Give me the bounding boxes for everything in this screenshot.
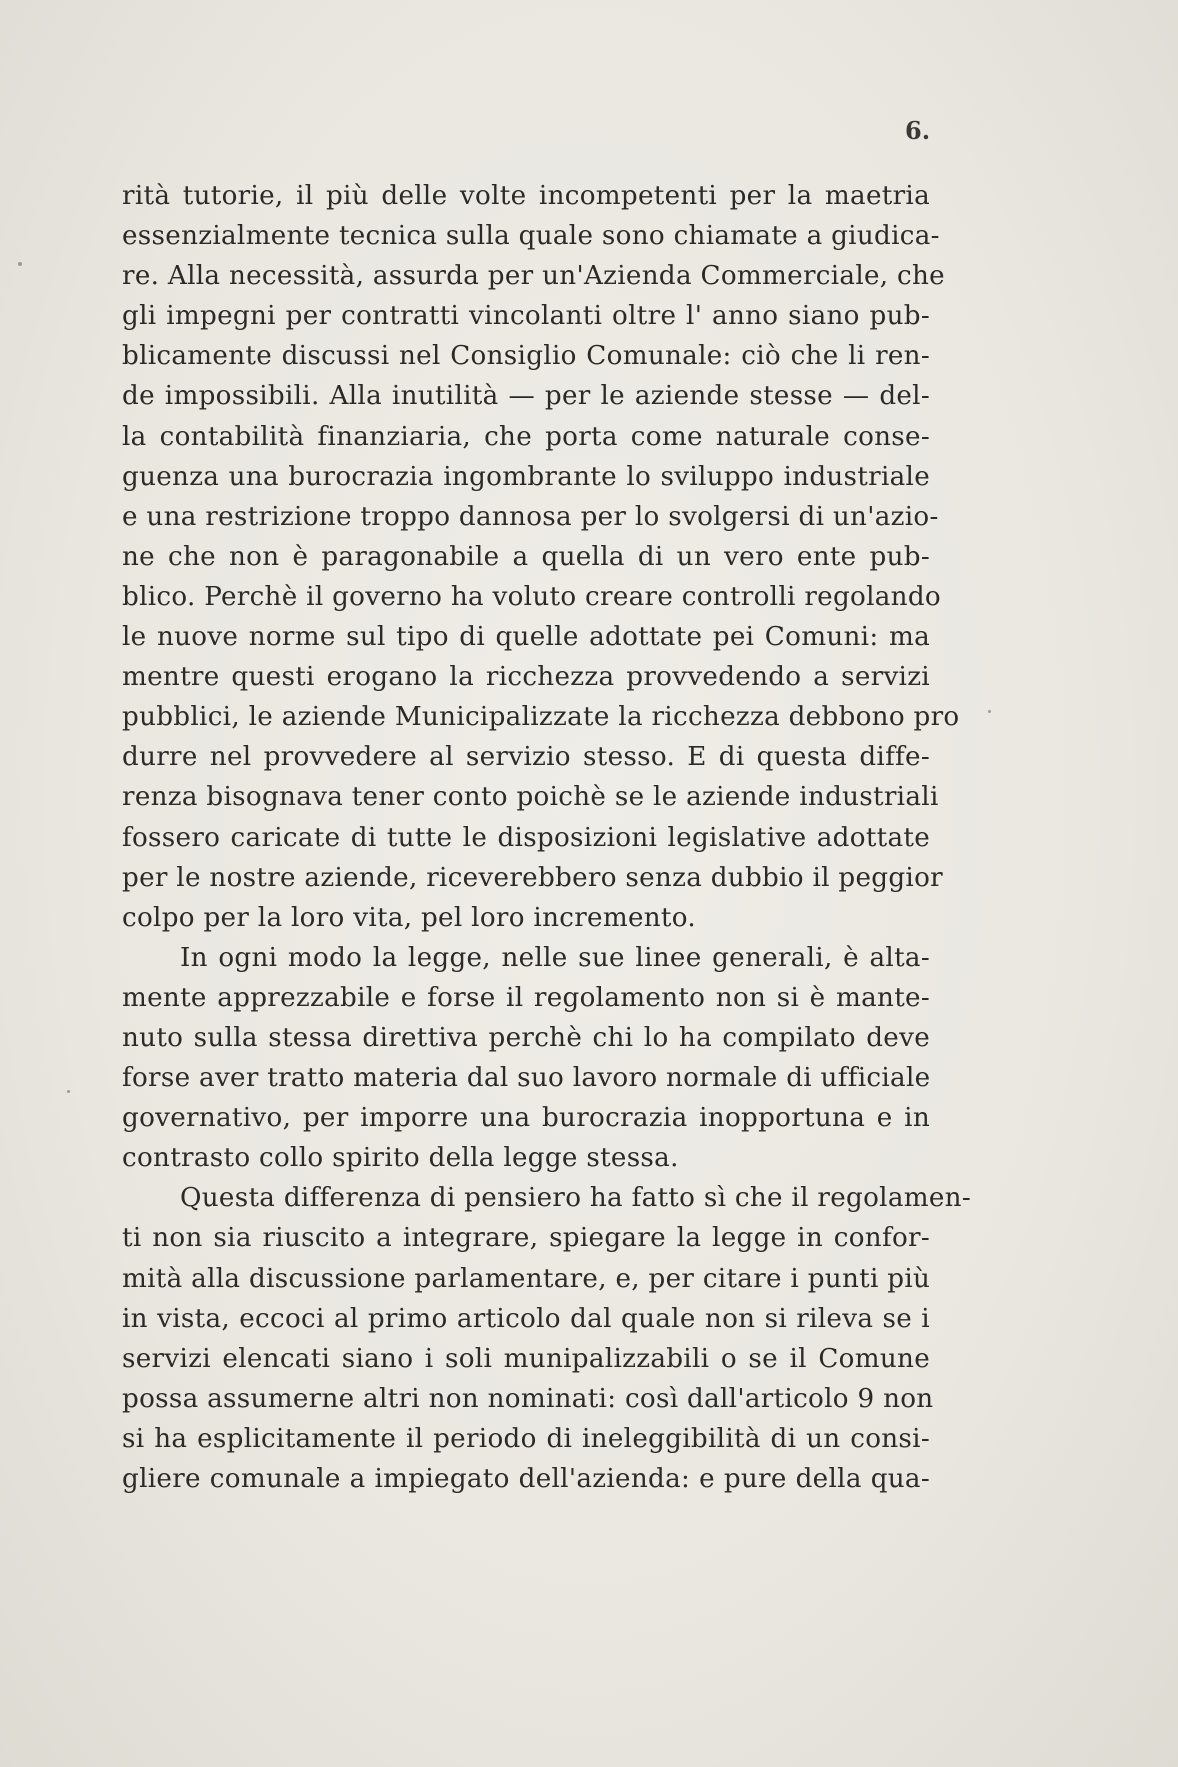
text-line: fossero caricate di tutte le disposizioni legislative adottate [122, 822, 930, 853]
text-line: possa assumerne altri non nominati: così dall'articolo 9 non [122, 1383, 934, 1414]
text-line: governativo, per imporre una burocrazia inopportuna e in [122, 1103, 930, 1134]
text-line: servizi elencati siano i soli munipalizzabili o se il Comune [122, 1343, 930, 1374]
scan-speck [18, 262, 22, 266]
scan-speck [988, 710, 991, 713]
text-line: si ha esplicitamente il periodo di ineleggibilità di un consi- [122, 1423, 930, 1454]
text-line: per le nostre aziende, riceverebbero senza dubbio il peggior [122, 862, 943, 893]
text-line: In ogni modo la legge, nelle sue linee generali, è alta- [180, 942, 930, 973]
text-line: ti non sia riuscito a integrare, spiegare la legge in confor- [122, 1223, 930, 1254]
text-line: la contabilità finanziaria, che porta come naturale conse- [122, 421, 930, 452]
text-line: de impossibili. Alla inutilità — per le aziende stesse — del- [122, 381, 930, 412]
text-line: guenza una burocrazia ingombrante lo sviluppo industriale [122, 461, 930, 492]
text-line: in vista, eccoci al primo articolo dal quale non si rileva se i [122, 1303, 930, 1334]
page-number: 6. [905, 116, 931, 145]
body-text [122, 176, 971, 1499]
text-line: blico. Perchè il governo ha voluto creare controlli regolando [122, 581, 941, 612]
text-line: durre nel provvedere al servizio stesso. E di questa diffe- [122, 742, 930, 773]
text-line: gli impegni per contratti vincolanti oltre l' anno siano pub- [122, 301, 930, 332]
text-line: ne che non è paragonabile a quella di un vero ente pub- [122, 541, 930, 572]
text-line: pubblici, le aziende Municipalizzate la ricchezza debbono pro [122, 702, 960, 733]
text-line: nuto sulla stessa direttiva perchè chi lo ha compilato deve [122, 1022, 930, 1053]
text-line: mentre questi erogano la ricchezza provvedendo a servizi [122, 662, 930, 693]
text-line: Questa differenza di pensiero ha fatto sì che il regolamen- [180, 1183, 971, 1214]
text-line: e una restrizione troppo dannosa per lo svolgersi di un'azio- [122, 501, 939, 532]
text-line: le nuove norme sul tipo di quelle adottate pei Comuni: ma [122, 622, 930, 653]
text-line: essenzialmente tecnica sulla quale sono chiamate a giudica- [122, 221, 940, 252]
text-line: mente apprezzabile e forse il regolamento non si è mante- [122, 982, 930, 1013]
text-line: forse aver tratto materia dal suo lavoro normale di ufficiale [122, 1063, 931, 1094]
text-line: blicamente discussi nel Consiglio Comunale: ciò che li ren- [122, 341, 930, 372]
text-line: rità tutorie, il più delle volte incompetenti per la maetria [122, 181, 930, 211]
text-line: colpo per la loro vita, pel loro incremento. [122, 902, 696, 933]
text-line: contrasto collo spirito della legge stessa. [122, 1143, 679, 1174]
scan-speck [67, 1090, 70, 1093]
text-line: mità alla discussione parlamentare, e, per citare i punti più [122, 1263, 931, 1294]
text-line: renza bisognava tener conto poichè se le aziende industriali [122, 782, 939, 813]
text-line: re. Alla necessità, assurda per un'Azienda Commerciale, che [122, 261, 945, 292]
text-line: gliere comunale a impiegato dell'azienda: e pure della qua- [122, 1464, 930, 1494]
